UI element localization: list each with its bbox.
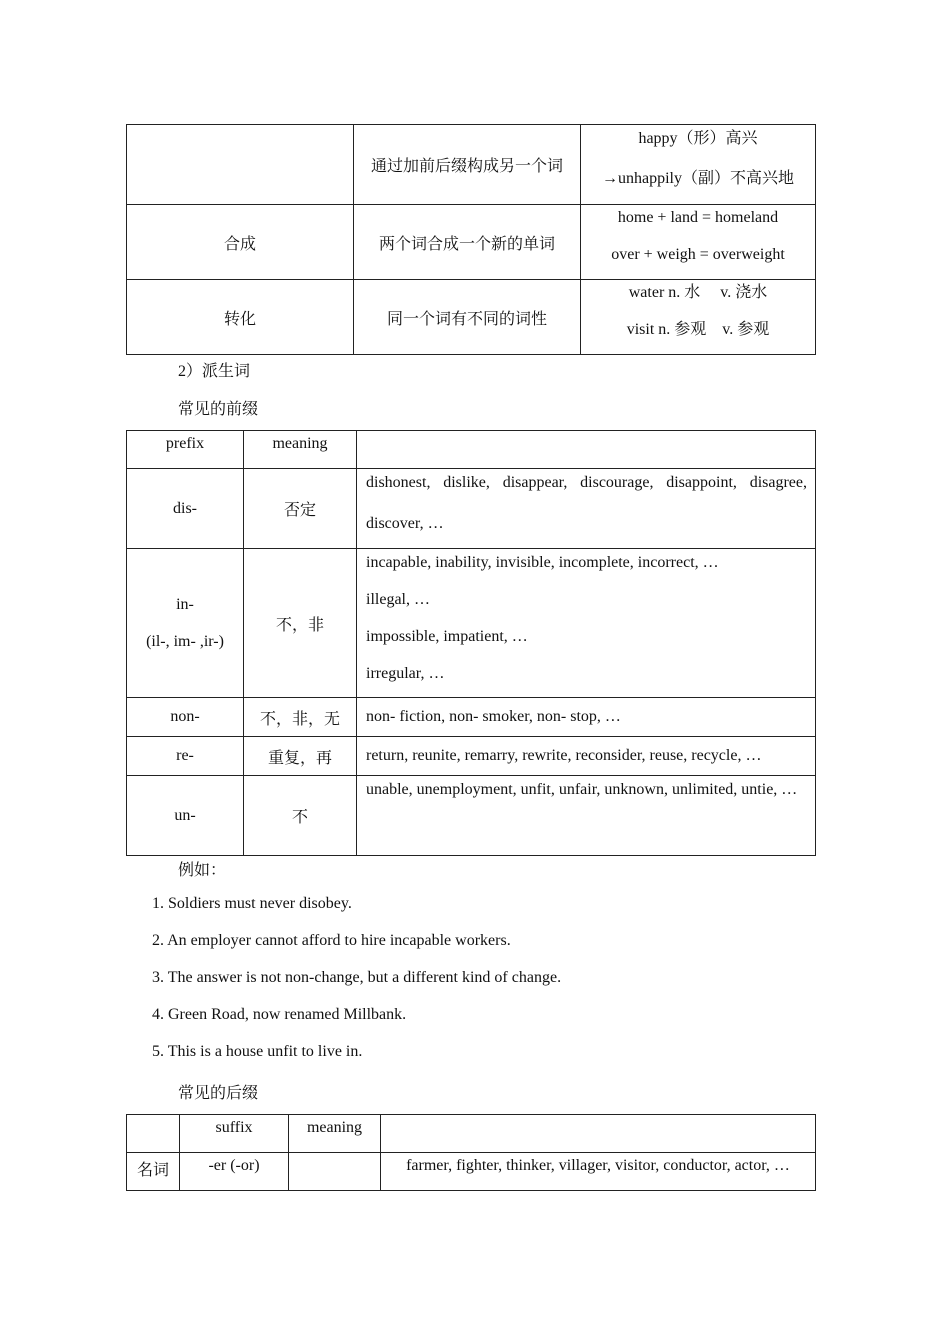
header-meaning: meaning (289, 1115, 381, 1153)
desc-cell: 两个词合成一个新的单词 (354, 205, 581, 280)
term-cell: 合成 (127, 205, 354, 280)
examples-cell (357, 776, 816, 856)
examples-label: 例如： (178, 862, 227, 879)
example-sentence-2: 2. An employer cannot afford to hire incapable workers. (152, 932, 511, 949)
suffix-table (126, 1114, 816, 1191)
desc-cell: 通过加前后缀构成另一个词 (354, 125, 581, 205)
example-sentence-3: 3. The answer is not non-change, but a different kind of change. (152, 969, 562, 986)
suffix-heading: 常见的后缀 (178, 1085, 259, 1102)
examples-cell (581, 280, 816, 355)
prefix-variants: (il-, im- ,ir-) (146, 633, 224, 650)
section-heading-derivative: 2）派生词 (178, 363, 251, 380)
prefix-heading: 常见的前缀 (178, 401, 259, 418)
table-row (127, 549, 816, 698)
table-row (127, 469, 816, 549)
meaning-cell: 不 (244, 776, 357, 856)
header-examples (381, 1115, 816, 1153)
table-row (127, 280, 816, 355)
example-sentence-1: 1. Soldiers must never disobey. (152, 895, 352, 912)
term-cell: 转化 (127, 280, 354, 355)
examples-cell (581, 205, 816, 280)
examples-cell (581, 125, 816, 205)
meaning-cell: 否定 (244, 469, 357, 549)
table-row (127, 1153, 816, 1191)
table-row (127, 698, 816, 737)
prefix-cell: dis- (127, 469, 244, 549)
meaning-cell: 重复，再 (244, 737, 357, 776)
meaning-cell (289, 1153, 381, 1191)
header-prefix: prefix (127, 431, 244, 469)
examples-cell: farmer, fighter, thinker, villager, visitor, conductor, actor, … (381, 1153, 816, 1191)
examples-cell: return, reunite, remarry, rewrite, reconsider, reuse, recycle, … (357, 737, 816, 776)
example-line: unable, unemployment, unfit, unfair, unknown, unlimited, untie, … (366, 781, 798, 798)
table-row (127, 776, 816, 856)
header-category (127, 1115, 180, 1153)
example-line: →unhappily（副）不高兴地 (602, 170, 794, 187)
prefix-cell: un- (127, 776, 244, 856)
category-cell: 名词 (127, 1153, 180, 1191)
header-meaning: meaning (244, 431, 357, 469)
example-line: home + land = homeland (617, 209, 779, 226)
meaning-cell: 不，非 (244, 549, 357, 698)
example-line: impossible, impatient, … (366, 628, 528, 645)
header-suffix: suffix (180, 1115, 289, 1153)
example-line: irregular, … (366, 665, 445, 682)
example-sentence-5: 5. This is a house unfit to live in. (152, 1043, 363, 1060)
examples-cell (357, 549, 816, 698)
desc-cell: 同一个词有不同的词性 (354, 280, 581, 355)
table-header-row (127, 1115, 816, 1153)
example-line: illegal, … (366, 591, 430, 608)
prefix-main: in- (176, 596, 194, 613)
examples-cell (357, 469, 816, 549)
example-line: visit n. 参观 v. 参观 (626, 321, 770, 338)
examples-cell: non- fiction, non- smoker, non- stop, … (357, 698, 816, 737)
prefix-table (126, 430, 816, 856)
example-sentence-4: 4. Green Road, now renamed Millbank. (152, 1006, 407, 1023)
meaning-cell: 不，非，无 (244, 698, 357, 737)
suffix-cell: -er (-or) (180, 1153, 289, 1191)
table-row (127, 205, 816, 280)
word-formation-table (126, 124, 816, 355)
example-line: dishonest, dislike, disappear, discourage, disappoint, disagree, discover, … (366, 474, 807, 532)
example-line: happy（形）高兴 (638, 130, 758, 147)
example-line: incapable, inability, invisible, incomplete, incorrect, … (366, 554, 719, 571)
prefix-cell: re- (127, 737, 244, 776)
example-line: water n. 水 v. 浇水 (628, 284, 768, 301)
table-row (127, 125, 816, 205)
prefix-cell: non- (127, 698, 244, 737)
example-line: over + weigh = overweight (611, 246, 785, 263)
term-cell (127, 125, 354, 205)
prefix-cell (127, 549, 244, 698)
